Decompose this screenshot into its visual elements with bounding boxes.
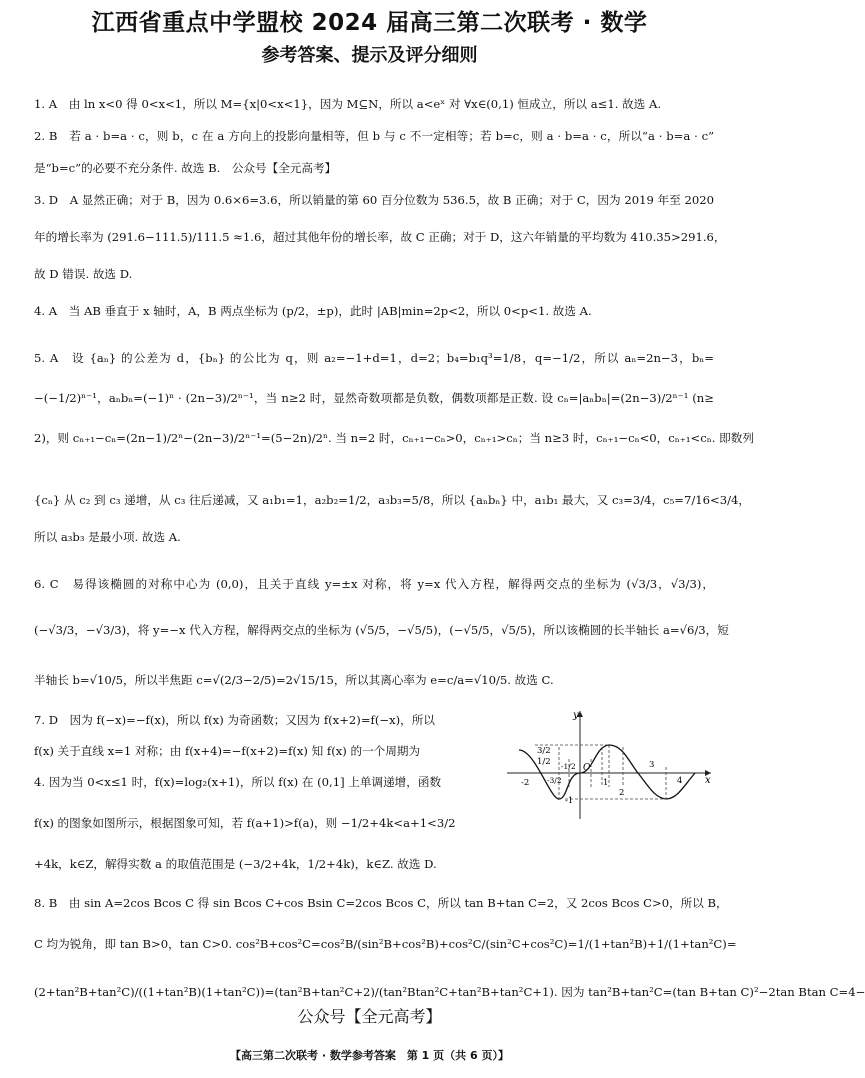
answer-7-line-5: +4k，k∈Z，解得实数 a 的取值范围是 (−3/2+4k，1/2+4k)，k∈Z. 故选 D.	[34, 857, 437, 871]
answer-5-line-4: {cₙ} 从 c₂ 到 c₃ 递增，从 c₃ 往后递减，又 a₁b₁=1，a₂b₂=1/2，a₃b₃=5/8，所以 {aₙbₙ} 中，a₁b₁ 最大，又 c₃=3/4，c₅=7/16<3/4，	[34, 493, 751, 507]
answer-5-line-5: 所以 a₃b₃ 是最小项. 故选 A.	[34, 530, 181, 544]
page-subtitle: 参考答案、提示及评分细则	[261, 45, 478, 66]
answer-8-line-1: 8. B 由 sin A=2cos Bcos C 得 sin Bcos C+cos Bsin C=2cos Bcos C，所以 tan B+tan C=2，又 2cos Bcos C>0，所以 B，	[34, 896, 728, 910]
answer-6-line-2: (−√3/3，−√3/3)，将 y=−x 代入方程，解得两交点的坐标为 (√5/5，−√5/5)，(−√5/5，√5/5)，所以该椭圆的长半轴长 a=√6/3，短	[34, 623, 729, 637]
answer-3-line-1: 3. D A 显然正确；对于 B，因为 0.6×6=3.6，所以销量的第 60 百分位数为 536.5，故 B 正确；对于 C，因为 2019 年至 2020	[34, 193, 714, 207]
answer-6-line-3: 半轴长 b=√10/5，所以半焦距 c=√(2/3−2/5)=2√15/15，所以其离心率为 e=c/a=√10/5. 故选 C.	[34, 673, 554, 687]
tick-label-4: 4	[677, 776, 683, 786]
tick-label-3: 3	[649, 760, 655, 770]
answer-7-line-1: 7. D 因为 f(−x)=−f(x)，所以 f(x) 为奇函数；又因为 f(x+2)=f(−x)，所以	[34, 713, 435, 727]
answer-2-line-2: 是“b=c”的必要不充分条件. 故选 B. 公众号【全元高考】	[34, 161, 337, 175]
tick-label-1: 1	[603, 778, 609, 788]
answer-5-line-2: −(−1/2)ⁿ⁻¹，aₙbₙ=(−1)ⁿ · (2n−3)/2ⁿ⁻¹，当 n≥2 时，显然奇数项都是负数，偶数项都是正数. 设 cₙ=|aₙbₙ|=(2n−3)/2ⁿ⁻¹ (n≥	[34, 391, 714, 405]
answer-3-line-3: 故 D 错误. 故选 D.	[34, 267, 133, 281]
tick-label-3-2: 3/2	[537, 746, 551, 756]
answer-7-line-3: 4. 因为当 0<x≤1 时，f(x)=log₂(x+1)，所以 f(x) 在 (0,1] 上单调递增，函数	[34, 775, 442, 789]
answer-1-line-1: 1. A 由 ln x<0 得 0<x<1，所以 M={x|0<x<1}，因为 M⊆N，所以 a<eˣ 对 ∀x∈(0,1) 恒成立，所以 a≤1. 故选 A.	[34, 97, 662, 111]
page-title: 江西省重点中学盟校 2024 届高三第二次联考 · 数学	[91, 10, 648, 36]
tick-label-neg-1-2: -1/2	[561, 762, 576, 771]
tick-label-2: 2	[619, 788, 625, 798]
answer-7-line-4: f(x) 的图象如图所示，根据图象可知，若 f(a+1)>f(a)，则 −1/2+4k<a+1<3/2	[34, 816, 456, 830]
tick-label-neg-2: -2	[521, 778, 530, 788]
answer-5-line-3: 2)，则 cₙ₊₁−cₙ=(2n−1)/2ⁿ−(2n−3)/2ⁿ⁻¹=(5−2n)/2ⁿ. 当 n=2 时，cₙ₊₁−cₙ>0，cₙ₊₁>cₙ；当 n≥3 时，cₙ₊₁−cₙ<0，cₙ₊₁<cₙ. 即数列	[34, 431, 754, 445]
answer-2-line-1: 2. B 若 a · b=a · c，则 b，c 在 a 方向上的投影向量相等，但 b 与 c 不一定相等；若 b=c，则 a · b=a · c，所以“a · b=a · c”	[34, 129, 714, 143]
origin-label: O	[583, 763, 591, 773]
tick-label-neg-3-2: -3/2	[547, 776, 562, 785]
tick-label-1-2: 1/2	[537, 757, 551, 767]
answer-8-line-2: C 均为锐角，即 tan B>0，tan C>0. cos²B+cos²C=cos²B/(sin²B+cos²B)+cos²C/(sin²C+cos²C)=1/(1+tan²B)+1/(1+tan²C)=	[34, 937, 737, 951]
answer-3-line-2: 年的增长率为 (291.6−111.5)/111.5 ≈1.6，超过其他年份的增长率，故 C 正确；对于 D，这六年销量的平均数为 410.35>291.6，	[34, 230, 726, 244]
axis-y-label: y	[573, 710, 579, 721]
axis-x-label: x	[705, 775, 711, 786]
answer-5-line-1: 5. A 设 {aₙ} 的公差为 d，{bₙ} 的公比为 q，则 a₂=−1+d=1，d=2；b₄=b₁q³=1/8，q=−1/2，所以 aₙ=2n−3，bₙ=	[34, 351, 714, 365]
answer-8-line-3: (2+tan²B+tan²C)/((1+tan²B)(1+tan²C))=(tan²B+tan²C+2)/(tan²Btan²C+tan²B+tan²C+1). 因为 tan²B+tan²C=(tan B+tan C)²−2tan Btan C=4−	[34, 985, 865, 999]
answer-4-line-1: 4. A 当 AB 垂直于 x 轴时，A，B 两点坐标为 (p/2，±p)，此时 |AB|min=2p<2，所以 0<p<1. 故选 A.	[34, 304, 592, 318]
function-graph	[505, 707, 715, 825]
answer-7-line-2: f(x) 关于直线 x=1 对称；由 f(x+4)=−f(x+2)=f(x) 知 f(x) 的一个周期为	[34, 744, 421, 758]
page-footer: 【高三第二次联考 · 数学参考答案 第 1 页（共 6 页）】	[230, 1049, 509, 1062]
answer-6-line-1: 6. C 易得该椭圆的对称中心为 (0,0)，且关于直线 y=±x 对称，将 y=x 代入方程，解得两交点的坐标为 (√3/3，√3/3)，	[34, 577, 714, 591]
watermark: 公众号【全元高考】	[297, 1007, 442, 1026]
tick-label-neg-1: -1	[565, 796, 574, 806]
